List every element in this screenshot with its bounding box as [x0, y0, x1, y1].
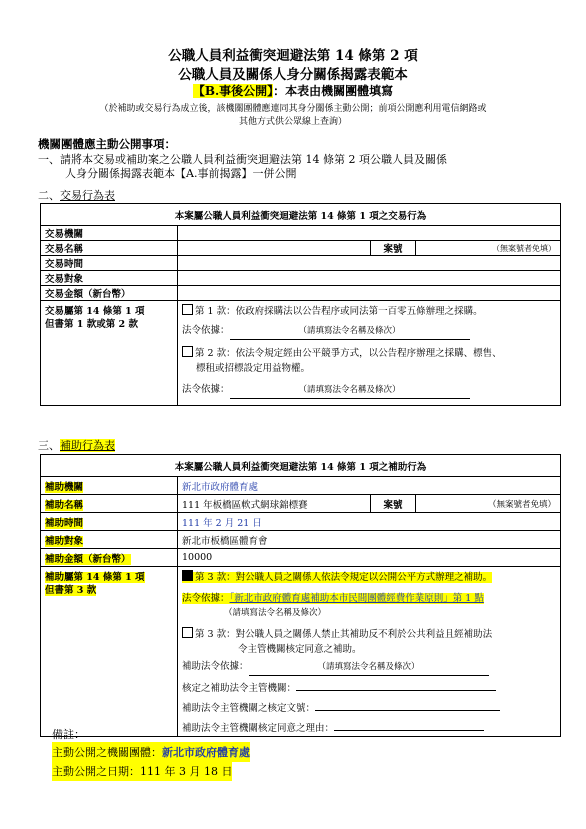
- approve-authority-input[interactable]: [296, 678, 496, 691]
- doc-note-1: （於補助或交易行為成立後，該機關團體應連同其身分關係主動公開；前項公開應利用電信網路或: [99, 104, 487, 114]
- transaction-table-title: 本案屬公職人員利益衝突迴避法第 14 條第 1 項之交易行為: [41, 204, 561, 226]
- clause-options: [178, 567, 561, 737]
- case-label: 案號: [371, 495, 416, 513]
- transaction-name-cell[interactable]: [178, 241, 371, 256]
- row-label-text: 補助機關: [45, 481, 84, 493]
- sub-law-label: 補助法令依據：: [182, 661, 249, 672]
- intro-heading: 機關團體應主動公開事項：: [38, 137, 176, 151]
- tag-suffix: ：本表由機關團體填寫: [273, 84, 394, 98]
- row-label-text: 補助名稱: [45, 499, 84, 511]
- doc-title-2: 公職人員及關係人身分關係揭露表範本: [178, 67, 408, 83]
- remarks-org: [52, 742, 250, 762]
- law-label: 法令依據：: [182, 384, 230, 395]
- row-label: [41, 513, 178, 531]
- remarks-date-label: 主動公開之日期：: [52, 765, 140, 778]
- row-label: [41, 477, 178, 495]
- row-label-text: 補助對象: [45, 535, 84, 547]
- clause-options: [178, 301, 561, 406]
- option2-text-b: 令主管機關核定同意之補助。: [238, 644, 362, 655]
- row-label: [41, 549, 178, 567]
- doc-note-2: 其他方式供公眾線上查詢）: [238, 117, 347, 127]
- row-label: [41, 531, 178, 549]
- approve-doc-input[interactable]: [315, 698, 500, 711]
- law-value[interactable]: 「新北市政府體育處補助本市民間團體經費作業原則」第 1 點: [229, 593, 484, 604]
- law-label: 法令依據：: [182, 325, 230, 336]
- case-label: 案號: [371, 241, 416, 256]
- law-label: 法令依據：: [182, 593, 230, 604]
- subsidy-table-title: 本案屬公職人員利益衝突迴避法第 14 條第 1 項之補助行為: [41, 455, 561, 477]
- transaction-org-cell[interactable]: [178, 226, 561, 241]
- approve-reason-input[interactable]: [334, 718, 484, 731]
- clause-label-1: 交易屬第 14 條第 1 項: [45, 306, 145, 317]
- option1-text: 第 1 款：依政府採購法以公告程序或同法第一百零五條辦理之採購。: [195, 306, 483, 317]
- doc-tag-line: [0, 82, 586, 99]
- section2-title: 交易行為表: [60, 189, 115, 202]
- sub-law-input[interactable]: （請填寫法令名稱及條次）: [249, 660, 489, 676]
- row-label-text: 補助時間: [45, 517, 84, 529]
- remarks-org-label: 主動公開之機關團體：: [52, 746, 162, 759]
- section3-num: 三、: [38, 439, 60, 452]
- law-hint: （請填寫法令名稱及條次）: [224, 608, 327, 618]
- law-input-2[interactable]: （請填寫法令名稱及條次）: [230, 383, 470, 399]
- subsidy-table: [40, 454, 561, 737]
- option1-text: 第 3 款：對公職人員之關係人依法令規定以公開公平方式辦理之補助。: [195, 572, 493, 583]
- row-label: [41, 495, 178, 513]
- clause-label: [41, 301, 178, 406]
- clause-label-1: 補助屬第 14 條第 1 項: [45, 572, 145, 583]
- option1-checkbox-checked[interactable]: [182, 570, 193, 581]
- option2-checkbox[interactable]: [182, 627, 193, 638]
- case-note: （無案號者免填）: [416, 495, 561, 513]
- row-label: 交易金額（新台幣）: [41, 286, 178, 301]
- remarks-date: [52, 761, 232, 781]
- approve-doc-label: 補助法令主管機關之核定文號：: [182, 703, 316, 714]
- option2-text-a: 第 3 款：對公職人員之關係人禁止其補助反不利於公共利益且經補助法: [195, 629, 493, 640]
- approve-reason-label: 補助法令主管機關核定同意之理由：: [182, 723, 335, 734]
- transaction-table: [40, 203, 561, 406]
- row-label-text: 補助金額（新台幣）: [45, 553, 131, 565]
- approve-authority-label: 核定之補助法令主管機關：: [182, 683, 297, 694]
- clause-label-2: 但書第 3 款: [45, 585, 97, 596]
- row-label: 交易機關: [41, 226, 178, 241]
- remarks-date-value: 111 年 3 月 18 日: [140, 765, 233, 778]
- intro-line-1: 一、請將本交易或補助案之公職人員利益衝突迴避法第 14 條第 2 項公職人員及關係: [38, 153, 447, 166]
- public-after-tag: 【B.事後公開】: [192, 84, 274, 98]
- row-label: 交易名稱: [41, 241, 178, 256]
- transaction-time-cell[interactable]: [178, 256, 561, 271]
- doc-title-1: 公職人員利益衝突迴避法第 14 條第 2 項: [168, 48, 418, 64]
- transaction-target-cell[interactable]: [178, 271, 561, 286]
- subsidy-target-cell[interactable]: 新北市板橋區體育會: [178, 531, 561, 549]
- transaction-amount-cell[interactable]: [178, 286, 561, 301]
- subsidy-time-cell[interactable]: 111 年 2 月 21 日: [178, 513, 561, 531]
- clause-label-2: 但書第 1 款或第 2 款: [45, 319, 138, 330]
- subsidy-name-cell[interactable]: 111 年板橋區軟式網球錦標賽: [178, 495, 371, 513]
- option1-checkbox[interactable]: [182, 304, 193, 315]
- law-input-1[interactable]: （請填寫法令名稱及條次）: [230, 324, 470, 340]
- subsidy-org-cell[interactable]: 新北市政府體育處: [178, 477, 561, 495]
- section3-title: 補助行為表: [60, 439, 115, 452]
- option2-text-a: 第 2 款：依法令規定經由公平競爭方式，以公告程序辦理之採購、標售、: [195, 348, 502, 359]
- section3-heading: [38, 437, 115, 453]
- option2-text-b: 標租或招標設定用益物權。: [196, 363, 311, 374]
- option2-checkbox[interactable]: [182, 346, 193, 357]
- case-note: （無案號者免填）: [416, 241, 561, 256]
- clause-label: [41, 567, 178, 737]
- remarks-label: 備註：: [52, 728, 85, 741]
- section2-heading: [38, 187, 115, 203]
- subsidy-amount-cell[interactable]: 10000: [178, 549, 561, 567]
- row-label: 交易時間: [41, 256, 178, 271]
- row-label: 交易對象: [41, 271, 178, 286]
- section2-num: 二、: [38, 189, 60, 202]
- remarks-org-value: 新北市政府體育處: [162, 746, 250, 759]
- intro-line-2: 人身分關係揭露表範本【A.事前揭露】一併公開: [65, 167, 297, 180]
